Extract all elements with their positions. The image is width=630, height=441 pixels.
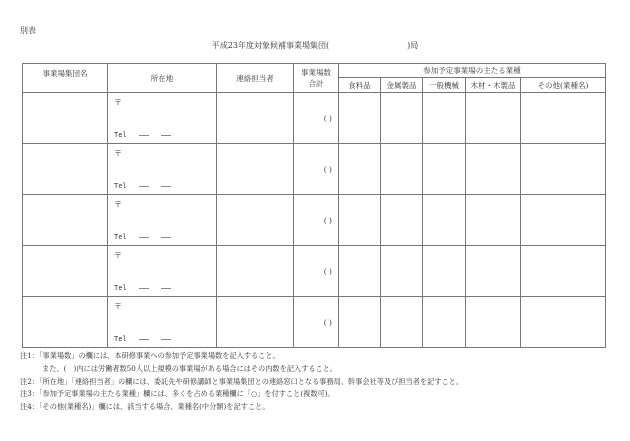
count-cell[interactable]: ( )	[294, 93, 339, 144]
notes-section	[20, 350, 463, 414]
industry-other-cell[interactable]	[521, 246, 606, 297]
contact-cell[interactable]	[217, 144, 294, 195]
industry-metal-cell[interactable]	[381, 144, 423, 195]
header-industry-other: その他(業種名)	[521, 78, 606, 93]
header-industry-food: 食料品	[339, 78, 381, 93]
industry-wood-cell[interactable]	[466, 246, 521, 297]
header-count-line1: 事業場数	[301, 68, 331, 77]
group-name-cell[interactable]	[23, 297, 108, 348]
dash-separator	[139, 339, 149, 340]
industry-other-cell[interactable]	[521, 144, 606, 195]
postal-mark: 〒	[114, 251, 122, 260]
candidate-group-table	[22, 63, 606, 348]
group-name-cell[interactable]	[23, 93, 108, 144]
note-1: 注1：「事業場数」の欄には、本研修事業への参加予定事業場数を記入すること。	[20, 351, 280, 360]
industry-machinery-cell[interactable]	[423, 246, 466, 297]
industry-machinery-cell[interactable]	[423, 144, 466, 195]
header-industries-group: 参加予定事業場の主たる業種	[339, 64, 606, 78]
contact-cell[interactable]	[217, 246, 294, 297]
industry-wood-cell[interactable]	[466, 144, 521, 195]
industry-wood-cell[interactable]	[466, 297, 521, 348]
group-name-cell[interactable]	[23, 144, 108, 195]
industry-food-cell[interactable]	[339, 297, 381, 348]
industry-wood-cell[interactable]	[466, 93, 521, 144]
header-count-line2: 合計	[308, 79, 324, 88]
industry-machinery-cell[interactable]	[423, 195, 466, 246]
contact-cell[interactable]	[217, 195, 294, 246]
industry-machinery-cell[interactable]	[423, 297, 466, 348]
location-cell[interactable]	[108, 144, 217, 195]
header-industry-machinery: 一般機械	[423, 78, 466, 93]
dash-separator	[161, 288, 171, 289]
industry-wood-cell[interactable]	[466, 195, 521, 246]
tel-label: Tel	[114, 233, 127, 241]
header-contact: 連絡担当者	[217, 64, 294, 93]
location-cell[interactable]	[108, 297, 217, 348]
note-2: 注2：「所在地」「連絡担当者」の欄には、委託先や研修講師と事業場集団との連絡窓口となる事務局、幹事会社等及び担当者を記すこと。	[20, 376, 464, 386]
table-row	[23, 93, 606, 144]
count-cell[interactable]: ( )	[294, 144, 339, 195]
header-group-name: 事業場集団名	[23, 64, 108, 93]
note-1-continuation: また、( )内には労働者数50人以上規模の事業場がある場合にはその内数を記入すること。	[42, 363, 338, 373]
industry-metal-cell[interactable]	[381, 297, 423, 348]
contact-cell[interactable]	[217, 93, 294, 144]
dash-separator	[139, 288, 149, 289]
header-industry-wood: 木材・木製品	[466, 78, 521, 93]
industry-other-cell[interactable]	[521, 297, 606, 348]
tel-label: Tel	[114, 284, 127, 292]
count-cell[interactable]: ( )	[294, 195, 339, 246]
tel-line	[114, 131, 171, 139]
tel-label: Tel	[114, 131, 127, 139]
table-row	[23, 195, 606, 246]
industry-food-cell[interactable]	[339, 246, 381, 297]
industry-food-cell[interactable]	[339, 144, 381, 195]
industry-metal-cell[interactable]	[381, 195, 423, 246]
dash-separator	[161, 186, 171, 187]
dash-separator	[139, 237, 149, 238]
industry-metal-cell[interactable]	[381, 246, 423, 297]
location-cell[interactable]	[108, 93, 217, 144]
location-cell[interactable]	[108, 195, 217, 246]
tel-label: Tel	[114, 182, 127, 190]
document-title	[0, 40, 630, 51]
header-location: 所在地	[108, 64, 217, 93]
industry-machinery-cell[interactable]	[423, 93, 466, 144]
table-row	[23, 144, 606, 195]
postal-mark: 〒	[114, 149, 122, 158]
title-suffix: )局	[407, 41, 419, 50]
tel-line	[114, 233, 171, 241]
note-4: 注4：「その他(業種名)」欄には、該当する場合、業種名(中分類)を記すこと。	[20, 402, 270, 412]
industry-other-cell[interactable]	[521, 195, 606, 246]
location-cell[interactable]	[108, 246, 217, 297]
count-cell[interactable]: ( )	[294, 297, 339, 348]
count-cell[interactable]: ( )	[294, 246, 339, 297]
group-name-cell[interactable]	[23, 246, 108, 297]
dash-separator	[161, 135, 171, 136]
tel-line	[114, 284, 171, 292]
table-row	[23, 297, 606, 348]
postal-mark: 〒	[114, 98, 122, 107]
postal-mark: 〒	[114, 302, 122, 311]
header-establishment-count	[294, 64, 339, 93]
industry-metal-cell[interactable]	[381, 93, 423, 144]
dash-separator	[161, 237, 171, 238]
tel-line	[114, 335, 171, 343]
industry-other-cell[interactable]	[521, 93, 606, 144]
title-prefix: 平成23年度対象候補事業場集団(	[211, 41, 330, 50]
contact-cell[interactable]	[217, 297, 294, 348]
postal-mark: 〒	[114, 200, 122, 209]
note-3: 注3：「参加予定事業場の主たる業種」欄には、多くを占める業種欄に「○」を付すこと(複数可)。	[20, 389, 335, 399]
industry-food-cell[interactable]	[339, 93, 381, 144]
tel-label: Tel	[114, 335, 127, 343]
table-row	[23, 246, 606, 297]
dash-separator	[161, 339, 171, 340]
dash-separator	[139, 186, 149, 187]
group-name-cell[interactable]	[23, 195, 108, 246]
header-industry-metal: 金属製品	[381, 78, 423, 93]
dash-separator	[139, 135, 149, 136]
attachment-label: 別表	[20, 26, 36, 35]
tel-line	[114, 182, 171, 190]
industry-food-cell[interactable]	[339, 195, 381, 246]
